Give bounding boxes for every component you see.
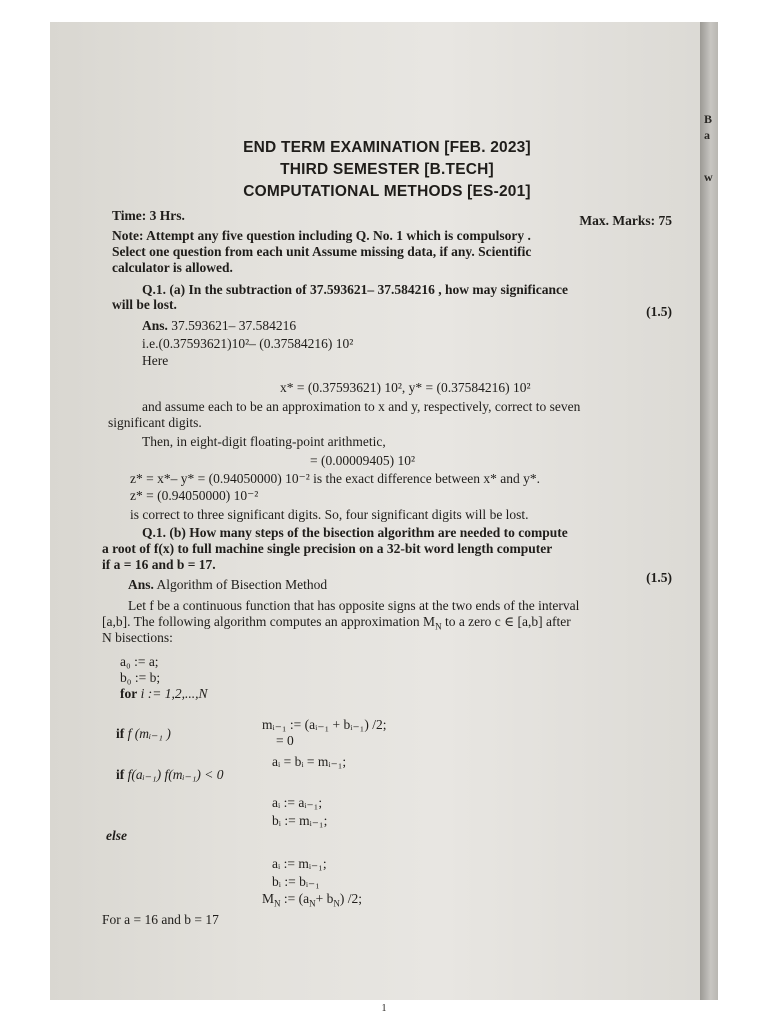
- q1b-paragraph-text-continued: to a zero c ∈ [a,b] after: [441, 614, 571, 629]
- q1b-marks: (1.5): [646, 570, 672, 585]
- algo-if-2-line: [116, 767, 224, 783]
- q1a-here: Here: [142, 353, 169, 368]
- q1a-answer: [142, 318, 296, 334]
- q1a-equation-3: z* = x*– y* = (0.94050000) 10⁻² is the exact difference between x* and y*.: [130, 471, 541, 486]
- algo-if-keyword-1: if: [116, 726, 125, 741]
- note-line-2: Select one question from each unit Assume missing data, if any. Scientific: [112, 244, 532, 259]
- algo-if-keyword-2: if: [116, 767, 125, 782]
- algo-for-keyword: for: [120, 686, 138, 701]
- edge-glyph-1: B: [704, 112, 713, 126]
- q1b-paragraph-line-1: Let f be a continuous function that has opposite signs at the two ends of the interval: [128, 598, 580, 613]
- page-number: 1: [381, 1003, 387, 1014]
- q1b-paragraph-line-3: N bisections:: [102, 630, 173, 645]
- q1a-assume-line-2: significant digits.: [108, 415, 202, 430]
- algo-mn-expr-1: := (a: [280, 891, 310, 906]
- algo-if-1-condition: f (mᵢ₋₁ ): [127, 726, 171, 741]
- edge-glyph-2: a: [704, 128, 710, 142]
- algo-if-2-condition: f(aᵢ₋₁) f(mᵢ₋₁) < 0: [127, 767, 224, 782]
- algo-ab-equal: aᵢ = bᵢ = mᵢ₋₁;: [272, 754, 347, 769]
- algo-mn-expr-2: + b: [315, 891, 334, 906]
- q1a-question-line-2: will be lost.: [112, 297, 177, 312]
- header-line-1: END TERM EXAMINATION [FEB. 2023]: [243, 139, 531, 156]
- q1b-question-line-1: Q.1. (b) How many steps of the bisection algorithm are needed to compute: [142, 525, 568, 540]
- q1a-equation-2: = (0.00009405) 10²: [310, 453, 416, 468]
- page-sheet: [50, 22, 700, 1000]
- q1a-equation-4: z* = (0.94050000) 10⁻²: [130, 488, 259, 503]
- q1a-equation-1: x* = (0.37593621) 10², y* = (0.37584216) 10²: [280, 380, 531, 395]
- q1b-answer-text: Algorithm of Bisection Method: [156, 577, 328, 592]
- q1b-question-line-2: a root of f(x) to full machine single precision on a 32-bit word length computer: [102, 541, 553, 556]
- algo-mn-line: [262, 891, 362, 912]
- q1a-assume-line-1: and assume each to be an approximation to x and y, respectively, correct to seven: [142, 399, 581, 414]
- q1b-paragraph-text: [a,b]. The following algorithm computes an approximation M: [102, 614, 436, 629]
- q1a-conclusion: is correct to three significant digits. So, four significant digits will be lost.: [130, 507, 529, 522]
- algo-if-1-line: [116, 726, 171, 742]
- q1a-answer-text: 37.593621– 37.584216: [171, 318, 297, 333]
- q1b-answer: [128, 577, 327, 593]
- algo-mn-expr-3: ) /2;: [339, 891, 362, 906]
- edge-glyph-3: w: [704, 170, 713, 184]
- document-photo: [50, 22, 718, 1000]
- q1a-marks: (1.5): [646, 304, 672, 319]
- time-label: Time: 3 Hrs.: [112, 208, 185, 223]
- algo-bn-subscript: N: [333, 898, 340, 909]
- algo-mn-subscript: N: [274, 898, 281, 909]
- note-line-1: Note: Attempt any five question including Q. No. 1 which is compulsory .: [112, 228, 531, 243]
- algo-m-assign: mᵢ₋₁ := (aᵢ₋₁ + bᵢ₋₁) /2;: [262, 717, 387, 732]
- q1b-subscript-n: N: [435, 621, 442, 632]
- max-marks-label: Max. Marks: 75: [579, 213, 672, 228]
- algo-b0: b₀ := b;: [120, 670, 161, 685]
- q1a-answer-label: Ans.: [142, 318, 168, 333]
- algo-for-line: [120, 686, 208, 702]
- note-line-3: calculator is allowed.: [112, 260, 233, 275]
- q1a-then-line: Then, in eight-digit floating-point arithmetic,: [142, 434, 386, 449]
- algo-equals-zero: = 0: [276, 733, 294, 748]
- algo-ai-assign-1: aᵢ := aᵢ₋₁;: [272, 795, 323, 810]
- algo-for-range: i := 1,2,...,N: [140, 686, 208, 701]
- q1a-ie-line: i.e.(0.37593621)10²– (0.37584216) 10²: [142, 336, 354, 351]
- q1b-answer-label: Ans.: [128, 577, 154, 592]
- algo-else-keyword: else: [106, 828, 127, 843]
- q1b-question-line-3: if a = 16 and b = 17.: [102, 557, 216, 572]
- header-line-2: THIRD SEMESTER [B.TECH]: [280, 161, 494, 178]
- algo-ai-assign-2: aᵢ := mᵢ₋₁;: [272, 856, 327, 871]
- algo-an-subscript: N: [309, 898, 316, 909]
- algo-bi-assign-1: bᵢ := mᵢ₋₁;: [272, 813, 328, 828]
- algo-a0: a₀ := a;: [120, 654, 159, 669]
- algo-for-ab-values: For a = 16 and b = 17: [102, 912, 219, 927]
- algo-bi-assign-2: bᵢ := bᵢ₋₁: [272, 874, 320, 889]
- algo-mn-symbol: M: [262, 891, 275, 906]
- adjacent-page-edge: [700, 22, 718, 1000]
- q1a-question-line-1: Q.1. (a) In the subtraction of 37.593621– 37.584216 , how may significance: [142, 282, 568, 297]
- header-line-3: COMPUTATIONAL METHODS [ES-201]: [243, 183, 531, 200]
